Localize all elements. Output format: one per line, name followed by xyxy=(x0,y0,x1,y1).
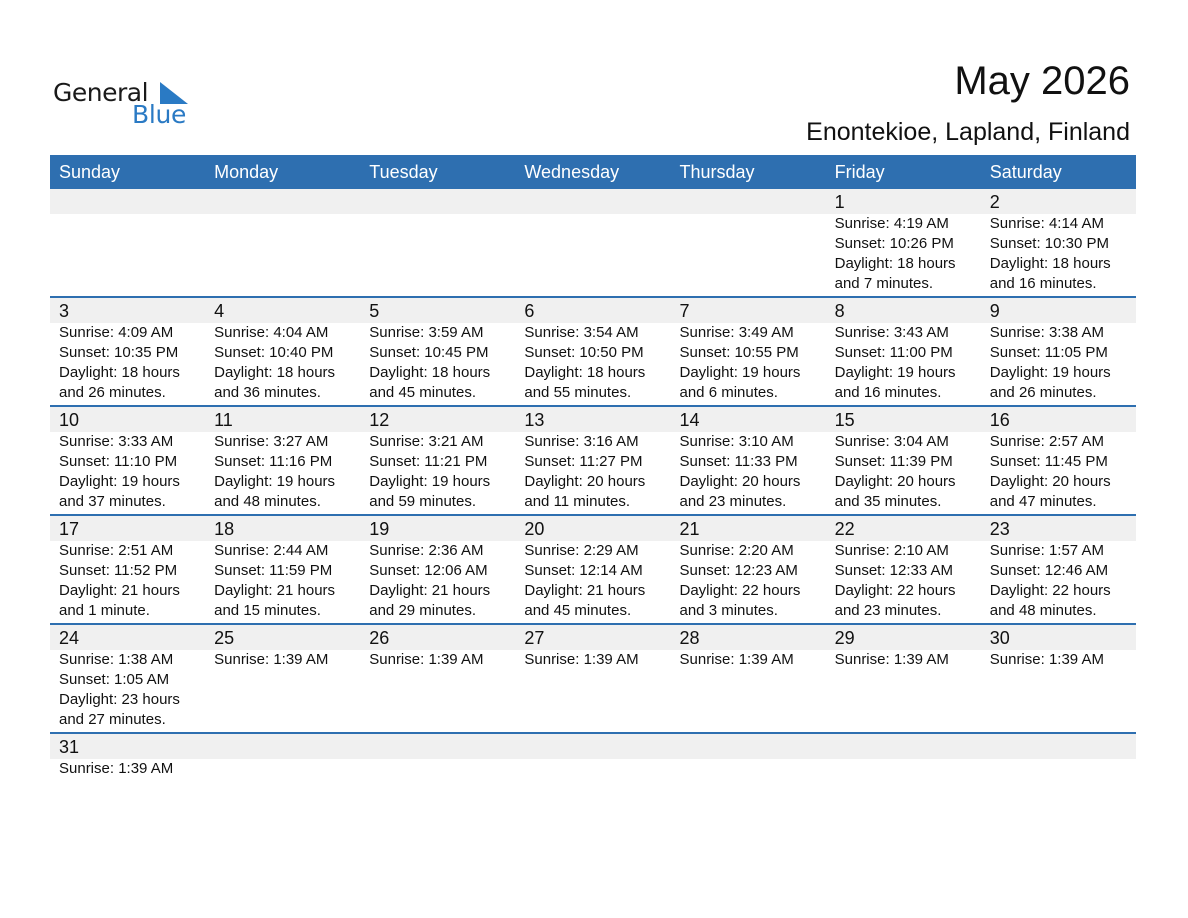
date-strip xyxy=(50,734,1136,759)
daylight-text: Daylight: 19 hours xyxy=(834,364,956,381)
day-number: 17 xyxy=(59,519,80,539)
logo-text-general: General xyxy=(53,78,149,107)
daylight-text: Daylight: 20 hours xyxy=(524,473,646,490)
day-number xyxy=(515,734,670,759)
day-cell xyxy=(826,541,981,623)
day-number: 24 xyxy=(59,628,80,648)
sunrise-text: Sunrise: 2:10 AM xyxy=(834,542,949,559)
daylight-text: and 6 minutes. xyxy=(679,384,778,401)
day-number: 26 xyxy=(369,628,390,648)
day-cell xyxy=(50,432,205,514)
weekday-sunday: Sunday xyxy=(59,162,121,182)
sunrise-text: Sunrise: 2:57 AM xyxy=(989,433,1104,450)
sunrise-text: Sunrise: 2:44 AM xyxy=(214,542,329,559)
day-cell xyxy=(50,650,205,732)
sunrise-text: Sunrise: 1:39 AM xyxy=(834,651,949,668)
sunset-text: Sunset: 10:45 PM xyxy=(369,344,489,361)
calendar-weeks xyxy=(50,189,1136,783)
daylight-text: and 48 minutes. xyxy=(989,602,1097,619)
week-row xyxy=(50,516,1136,625)
sunrise-text: Sunrise: 4:04 AM xyxy=(214,324,329,341)
day-cell xyxy=(205,541,360,623)
daylight-text: and 36 minutes. xyxy=(214,384,321,401)
daylight-text: and 16 minutes. xyxy=(989,275,1097,292)
day-cell xyxy=(981,759,1136,783)
day-cell xyxy=(205,323,360,405)
daylight-text: Daylight: 20 hours xyxy=(679,473,801,490)
daylight-text: Daylight: 19 hours xyxy=(989,364,1111,381)
daylight-text: Daylight: 22 hours xyxy=(989,582,1111,599)
day-cell xyxy=(515,650,670,732)
day-cell xyxy=(826,650,981,732)
logo-text-blue: Blue xyxy=(132,100,187,129)
sunrise-text: Sunrise: 4:14 AM xyxy=(989,215,1104,232)
daylight-text: Daylight: 21 hours xyxy=(369,582,491,599)
sunrise-text: Sunrise: 1:38 AM xyxy=(59,651,174,668)
sunrise-text: Sunrise: 1:39 AM xyxy=(369,651,484,668)
day-number: 1 xyxy=(834,192,845,212)
sunrise-text: Sunrise: 2:36 AM xyxy=(369,542,484,559)
daylight-text: Daylight: 22 hours xyxy=(834,582,956,599)
day-cell xyxy=(515,214,670,296)
day-cell xyxy=(360,323,515,405)
sunrise-text: Sunrise: 3:27 AM xyxy=(214,433,329,450)
day-cell xyxy=(671,759,826,783)
day-cell xyxy=(360,650,515,732)
sunrise-text: Sunrise: 3:59 AM xyxy=(369,324,484,341)
sunset-text: Sunset: 11:05 PM xyxy=(989,344,1108,361)
weekday-tuesday: Tuesday xyxy=(369,162,438,182)
daylight-text: Daylight: 20 hours xyxy=(834,473,956,490)
info-row xyxy=(50,432,1136,514)
sunset-text: Sunset: 10:55 PM xyxy=(679,344,799,361)
daylight-text: and 29 minutes. xyxy=(369,602,476,619)
day-cell xyxy=(50,323,205,405)
sunset-text: Sunset: 10:35 PM xyxy=(59,344,179,361)
daylight-text: Daylight: 21 hours xyxy=(59,582,180,599)
daylight-text: Daylight: 20 hours xyxy=(989,473,1111,490)
day-number: 6 xyxy=(524,301,535,321)
day-number: 18 xyxy=(214,519,235,539)
day-number: 5 xyxy=(369,301,380,321)
daylight-text: Daylight: 18 hours xyxy=(834,255,956,272)
day-number xyxy=(671,734,826,759)
daylight-text: Daylight: 21 hours xyxy=(524,582,646,599)
day-cell xyxy=(671,323,826,405)
daylight-text: and 3 minutes. xyxy=(679,602,778,619)
daylight-text: and 7 minutes. xyxy=(834,275,934,292)
daylight-text: Daylight: 19 hours xyxy=(679,364,801,381)
daylight-text: Daylight: 18 hours xyxy=(369,364,491,381)
day-cell xyxy=(671,541,826,623)
day-number: 10 xyxy=(59,410,80,430)
daylight-text: and 1 minute. xyxy=(59,602,150,619)
weekday-friday: Friday xyxy=(834,162,885,182)
day-cell xyxy=(360,759,515,783)
sunrise-text: Sunrise: 2:51 AM xyxy=(59,542,174,559)
sunset-text: Sunset: 12:33 AM xyxy=(834,562,954,579)
day-number: 30 xyxy=(989,628,1010,648)
day-number: 13 xyxy=(524,410,545,430)
sunset-text: Sunset: 11:00 PM xyxy=(834,344,953,361)
day-number: 15 xyxy=(834,410,855,430)
info-row xyxy=(50,541,1136,623)
day-number: 11 xyxy=(214,410,233,430)
day-cell xyxy=(826,432,981,514)
sunrise-text: Sunrise: 3:38 AM xyxy=(989,324,1104,341)
daylight-text: and 48 minutes. xyxy=(214,493,321,510)
weekday-monday: Monday xyxy=(214,162,279,182)
info-row xyxy=(50,214,1136,296)
sunset-text: Sunset: 11:27 PM xyxy=(524,453,643,470)
day-number xyxy=(671,189,826,214)
info-row xyxy=(50,759,1136,783)
day-cell xyxy=(50,214,205,296)
day-number: 19 xyxy=(369,519,390,539)
location-subtitle: Enontekioe, Lapland, Finland xyxy=(806,118,1130,146)
day-number xyxy=(981,734,1136,759)
daylight-text: Daylight: 22 hours xyxy=(679,582,801,599)
date-strip xyxy=(50,189,1136,214)
week-row xyxy=(50,625,1136,734)
day-cell xyxy=(981,650,1136,732)
sunrise-text: Sunrise: 2:20 AM xyxy=(679,542,794,559)
daylight-text: Daylight: 19 hours xyxy=(214,473,336,490)
weekday-wednesday: Wednesday xyxy=(524,162,620,182)
sunrise-text: Sunrise: 1:39 AM xyxy=(989,651,1104,668)
sunrise-text: Sunrise: 3:21 AM xyxy=(369,433,484,450)
page-title: May 2026 xyxy=(954,59,1130,103)
day-number: 31 xyxy=(59,737,80,757)
day-cell xyxy=(981,323,1136,405)
day-cell xyxy=(205,650,360,732)
day-number: 3 xyxy=(59,301,70,321)
day-cell xyxy=(205,432,360,514)
sunrise-text: Sunrise: 1:39 AM xyxy=(679,651,794,668)
daylight-text: and 47 minutes. xyxy=(989,493,1097,510)
sunrise-text: Sunrise: 4:19 AM xyxy=(834,215,949,232)
weekday-thursday: Thursday xyxy=(679,162,755,182)
day-cell xyxy=(205,759,360,783)
day-cell xyxy=(826,759,981,783)
sunset-text: Sunset: 11:39 PM xyxy=(834,453,953,470)
day-cell xyxy=(671,650,826,732)
day-number: 7 xyxy=(679,301,690,321)
sunset-text: Sunset: 12:46 AM xyxy=(989,562,1109,579)
week-row xyxy=(50,189,1136,298)
daylight-text: and 15 minutes. xyxy=(214,602,321,619)
day-cell xyxy=(360,541,515,623)
day-cell xyxy=(515,323,670,405)
day-number: 25 xyxy=(214,628,235,648)
calendar xyxy=(50,155,1136,783)
day-cell xyxy=(671,432,826,514)
daylight-text: and 55 minutes. xyxy=(524,384,632,401)
day-cell xyxy=(515,541,670,623)
daylight-text: and 16 minutes. xyxy=(834,384,942,401)
sunrise-text: Sunrise: 1:57 AM xyxy=(989,542,1104,559)
daylight-text: and 45 minutes. xyxy=(524,602,632,619)
sunrise-text: Sunrise: 1:39 AM xyxy=(59,760,174,777)
daylight-text: Daylight: 18 hours xyxy=(214,364,336,381)
daylight-text: and 37 minutes. xyxy=(59,493,166,510)
info-row xyxy=(50,323,1136,405)
info-row xyxy=(50,650,1136,732)
sunset-text: Sunset: 11:59 PM xyxy=(214,562,333,579)
day-number: 12 xyxy=(369,410,390,430)
daylight-text: and 59 minutes. xyxy=(369,493,476,510)
daylight-text: and 45 minutes. xyxy=(369,384,476,401)
daylight-text: and 26 minutes. xyxy=(59,384,166,401)
day-number: 27 xyxy=(524,628,545,648)
sunset-text: Sunset: 10:40 PM xyxy=(214,344,334,361)
weekday-saturday: Saturday xyxy=(989,162,1062,182)
sunrise-text: Sunrise: 3:49 AM xyxy=(679,324,794,341)
day-cell xyxy=(50,541,205,623)
weekday-header xyxy=(50,155,1136,189)
day-number xyxy=(515,189,670,214)
sunrise-text: Sunrise: 2:29 AM xyxy=(524,542,639,559)
sunrise-text: Sunrise: 3:54 AM xyxy=(524,324,639,341)
sunrise-text: Sunrise: 1:39 AM xyxy=(214,651,329,668)
day-cell xyxy=(981,432,1136,514)
date-strip xyxy=(50,625,1136,650)
day-cell xyxy=(360,214,515,296)
daylight-text: and 26 minutes. xyxy=(989,384,1097,401)
sunset-text: Sunset: 11:52 PM xyxy=(59,562,178,579)
day-number xyxy=(50,189,205,214)
day-cell xyxy=(981,214,1136,296)
day-cell xyxy=(826,214,981,296)
day-cell xyxy=(515,759,670,783)
sunrise-text: Sunrise: 1:39 AM xyxy=(524,651,639,668)
day-number: 16 xyxy=(989,410,1010,430)
day-number: 28 xyxy=(679,628,700,648)
date-strip xyxy=(50,516,1136,541)
sunrise-text: Sunrise: 3:10 AM xyxy=(679,433,794,450)
logo xyxy=(53,76,193,132)
day-number: 20 xyxy=(524,519,545,539)
daylight-text: Daylight: 21 hours xyxy=(214,582,336,599)
day-number: 8 xyxy=(834,301,845,321)
sunrise-text: Sunrise: 3:43 AM xyxy=(834,324,949,341)
day-cell xyxy=(50,759,205,783)
daylight-text: and 27 minutes. xyxy=(59,711,166,728)
day-cell xyxy=(671,214,826,296)
daylight-text: Daylight: 19 hours xyxy=(59,473,180,490)
day-number xyxy=(360,734,515,759)
day-number xyxy=(205,734,360,759)
day-number: 23 xyxy=(989,519,1010,539)
sunset-text: Sunset: 10:26 PM xyxy=(834,235,954,252)
day-cell xyxy=(515,432,670,514)
sunset-text: Sunset: 11:45 PM xyxy=(989,453,1108,470)
daylight-text: and 35 minutes. xyxy=(834,493,942,510)
sunset-text: Sunset: 11:33 PM xyxy=(679,453,798,470)
day-number: 2 xyxy=(989,192,1000,212)
day-cell xyxy=(826,323,981,405)
day-cell xyxy=(360,432,515,514)
day-number: 14 xyxy=(679,410,700,430)
day-number: 21 xyxy=(679,519,700,539)
day-cell xyxy=(981,541,1136,623)
daylight-text: and 23 minutes. xyxy=(834,602,942,619)
day-number: 29 xyxy=(834,628,855,648)
day-number xyxy=(826,734,981,759)
day-number xyxy=(205,189,360,214)
sunset-text: Sunset: 10:30 PM xyxy=(989,235,1109,252)
daylight-text: Daylight: 19 hours xyxy=(369,473,491,490)
sunset-text: Sunset: 12:06 AM xyxy=(369,562,488,579)
sunset-text: Sunset: 11:16 PM xyxy=(214,453,333,470)
daylight-text: and 23 minutes. xyxy=(679,493,787,510)
sunset-text: Sunset: 11:10 PM xyxy=(59,453,178,470)
day-number: 22 xyxy=(834,519,855,539)
daylight-text: and 11 minutes. xyxy=(524,493,630,510)
day-number xyxy=(360,189,515,214)
date-strip xyxy=(50,298,1136,323)
sunrise-text: Sunrise: 3:04 AM xyxy=(834,433,949,450)
sunset-text: Sunset: 1:05 AM xyxy=(59,671,170,688)
sunset-text: Sunset: 10:50 PM xyxy=(524,344,644,361)
date-strip xyxy=(50,407,1136,432)
day-number: 4 xyxy=(214,301,225,321)
week-row xyxy=(50,734,1136,783)
week-row xyxy=(50,407,1136,516)
daylight-text: Daylight: 18 hours xyxy=(524,364,646,381)
sunrise-text: Sunrise: 3:16 AM xyxy=(524,433,639,450)
daylight-text: Daylight: 18 hours xyxy=(989,255,1111,272)
day-number: 9 xyxy=(989,301,1000,321)
daylight-text: Daylight: 18 hours xyxy=(59,364,180,381)
sunrise-text: Sunrise: 4:09 AM xyxy=(59,324,174,341)
sunset-text: Sunset: 12:14 AM xyxy=(524,562,643,579)
sunset-text: Sunset: 12:23 AM xyxy=(679,562,798,579)
sunset-text: Sunset: 11:21 PM xyxy=(369,453,488,470)
day-cell xyxy=(205,214,360,296)
daylight-text: Daylight: 23 hours xyxy=(59,691,180,708)
sunrise-text: Sunrise: 3:33 AM xyxy=(59,433,174,450)
week-row xyxy=(50,298,1136,407)
